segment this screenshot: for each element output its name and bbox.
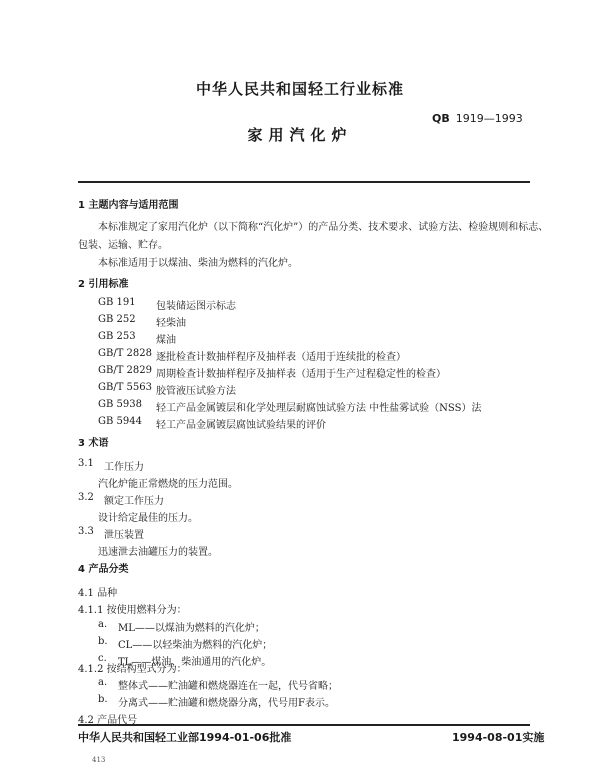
reference-code: GB/T 5563	[98, 382, 153, 393]
list-item-mark: a.	[98, 677, 108, 688]
top-rule	[78, 181, 530, 183]
reference-title: 包装储运图示标志	[156, 301, 236, 312]
section-3-heading: 3 术语	[78, 438, 109, 449]
org-title: 中华人民共和国轻工行业标准	[195, 80, 404, 98]
page-number: 413	[92, 756, 106, 764]
standard-prefix: QB	[432, 112, 450, 125]
list-item-text: TL——煤油、柴油通用的汽化炉。	[118, 657, 272, 668]
reference-title: 轻工产品金属镀层腐蚀试验结果的评价	[156, 420, 326, 431]
approval-line: 中华人民共和国轻工业部1994-01-06批准	[78, 731, 292, 744]
list-item-mark: b.	[98, 636, 108, 647]
term-number: 3.2	[78, 492, 94, 503]
effective-date: 1994-08-01实施	[452, 731, 545, 744]
reference-title: 胶管液压试验方法	[156, 386, 236, 397]
term-name: 泄压装置	[104, 530, 144, 541]
term-number: 3.3	[78, 526, 94, 537]
list-item-mark: a.	[98, 619, 108, 630]
reference-code: GB 191	[98, 297, 136, 308]
term-definition: 设计给定最佳的压力。	[98, 513, 198, 524]
reference-title: 逐批检查计数抽样程序及抽样表（适用于连续批的检查）	[156, 352, 406, 363]
list-item-mark: b.	[98, 694, 108, 705]
bottom-rule	[78, 724, 530, 726]
section-1-para-2: 本标准适用于以煤油、柴油为燃料的汽化炉。	[98, 258, 298, 269]
reference-title: 煤油	[156, 335, 176, 346]
section-1-para-1-line-2: 包装、运输、贮存。	[78, 240, 168, 251]
clause-4-1-1: 4.1.1 按使用燃料分为：	[78, 605, 187, 616]
reference-title: 轻柴油	[156, 318, 186, 329]
section-2-heading: 2 引用标准	[78, 279, 129, 290]
section-1-para-1-line-1: 本标准规定了家用汽化炉（以下简称“汽化炉”）的产品分类、技术要求、试验方法、检验规则和标志、	[98, 222, 549, 233]
term-name: 工作压力	[104, 462, 144, 473]
list-item-mark: c.	[98, 653, 107, 664]
reference-title: 周期检查计数抽样程序及抽样表（适用于生产过程稳定性的检查）	[156, 369, 446, 380]
reference-code: GB 253	[98, 331, 136, 342]
clause-4-1-2: 4.1.2 按结构型式分为：	[78, 664, 187, 675]
clause-4-2: 4.2 产品代号	[78, 715, 138, 726]
list-item-text: ML——以煤油为燃料的汽化炉；	[118, 623, 265, 634]
term-name: 额定工作压力	[104, 496, 164, 507]
reference-code: GB 252	[98, 314, 136, 325]
list-item-text: 整体式——贮油罐和燃烧器连在一起，代号省略；	[118, 681, 338, 692]
section-4-heading: 4 产品分类	[78, 564, 129, 575]
list-item-text: CL——以轻柴油为燃料的汽化炉；	[118, 640, 273, 651]
reference-code: GB/T 2829	[98, 365, 153, 376]
section-1-heading: 1 主题内容与适用范围	[78, 200, 179, 211]
term-number: 3.1	[78, 458, 94, 469]
reference-code: GB 5938	[98, 399, 142, 410]
term-definition: 迅速泄去油罐压力的装置。	[98, 547, 218, 558]
document-title: 家用汽化炉	[247, 126, 353, 144]
standard-code: 1919—1993	[455, 112, 523, 125]
reference-code: GB 5944	[98, 416, 142, 427]
reference-title: 轻工产品金属镀层和化学处理层耐腐蚀试验方法 中性盐雾试验（NSS）法	[156, 403, 482, 414]
list-item-text: 分离式——贮油罐和燃烧器分离，代号用F表示。	[118, 698, 335, 709]
clause-4-1: 4.1 品种	[78, 588, 118, 599]
reference-code: GB/T 2828	[98, 348, 153, 359]
term-definition: 汽化炉能正常燃烧的压力范围。	[98, 479, 238, 490]
